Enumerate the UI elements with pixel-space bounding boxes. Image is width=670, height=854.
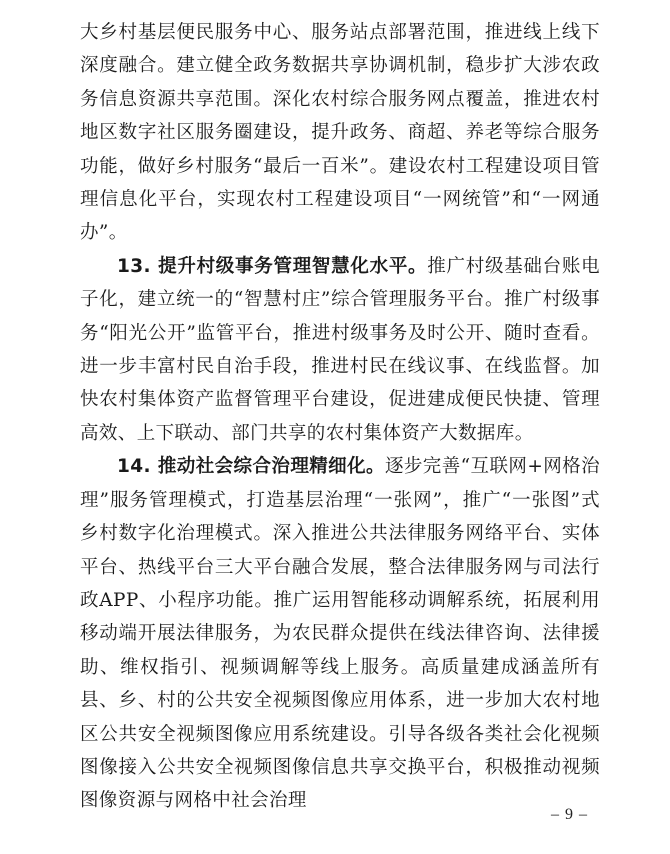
paragraph-heading: 14. 推动社会综合治理精细化。 [117,456,385,478]
paragraph-text: 推广村级基础台账电子化，建立统一的“智慧村庄”综合管理服务平台。推广村级事务“阳光公开”监管平台，推进村级事务及时公开、随时查看。进一步丰富村民自治手段，推进村民在线议事、在线监督。加快农村集体资产监督管理平台建设，促进建成便民快捷、管理高效、上下联动、部门共享的农村集体资产大数据库。 [80,255,600,444]
paragraph-text: 大乡村基层便民服务中心、服务站点部署范围，推进线上线下深度融合。建立健全政务数据共享协调机制，稳步扩大涉农政务信息资源共享范围。深化农村综合服务网点覆盖，推进农村地区数字社区服务圈建设，提升政务、商超、养老等综合服务功能，做好乡村服务“最后一百米”。建设农村工程建设项目管理信息化平台，实现农村工程建设项目“一网统管”和“一网通办”。 [80,22,600,244]
paragraph-continued [80,16,600,250]
page-number: – 9 – [551,806,588,823]
paragraph-text: 逐步完善“互联网+网格治理”服务管理模式，打造基层治理“一张网”，推广“一张图”式乡村数字化治理模式。深入推进公共法律服务网络平台、实体平台、热线平台三大平台融合发展，整合法律服务网与司法行政APP、小程序功能。推广运用智能移动调解系统，拓展利用移动端开展法律服务，为农民群众提供在线法律咨询、法律援助、维权指引、视频调解等线上服务。高质量建成涵盖所有县、乡、村的公共安全视频图像应用体系，进一步加大农村地区公共安全视频图像应用系统建设。引导各级各类社会化视频图像接入公共安全视频图像信息共享交换平台，积极推动视频图像资源与网格中社会治理 [80,456,600,812]
paragraph-heading: 13. 提升村级事务管理智慧化水平。 [117,255,428,277]
document-body [80,16,600,818]
paragraph-item-13 [80,250,600,450]
paragraph-item-14 [80,450,600,817]
